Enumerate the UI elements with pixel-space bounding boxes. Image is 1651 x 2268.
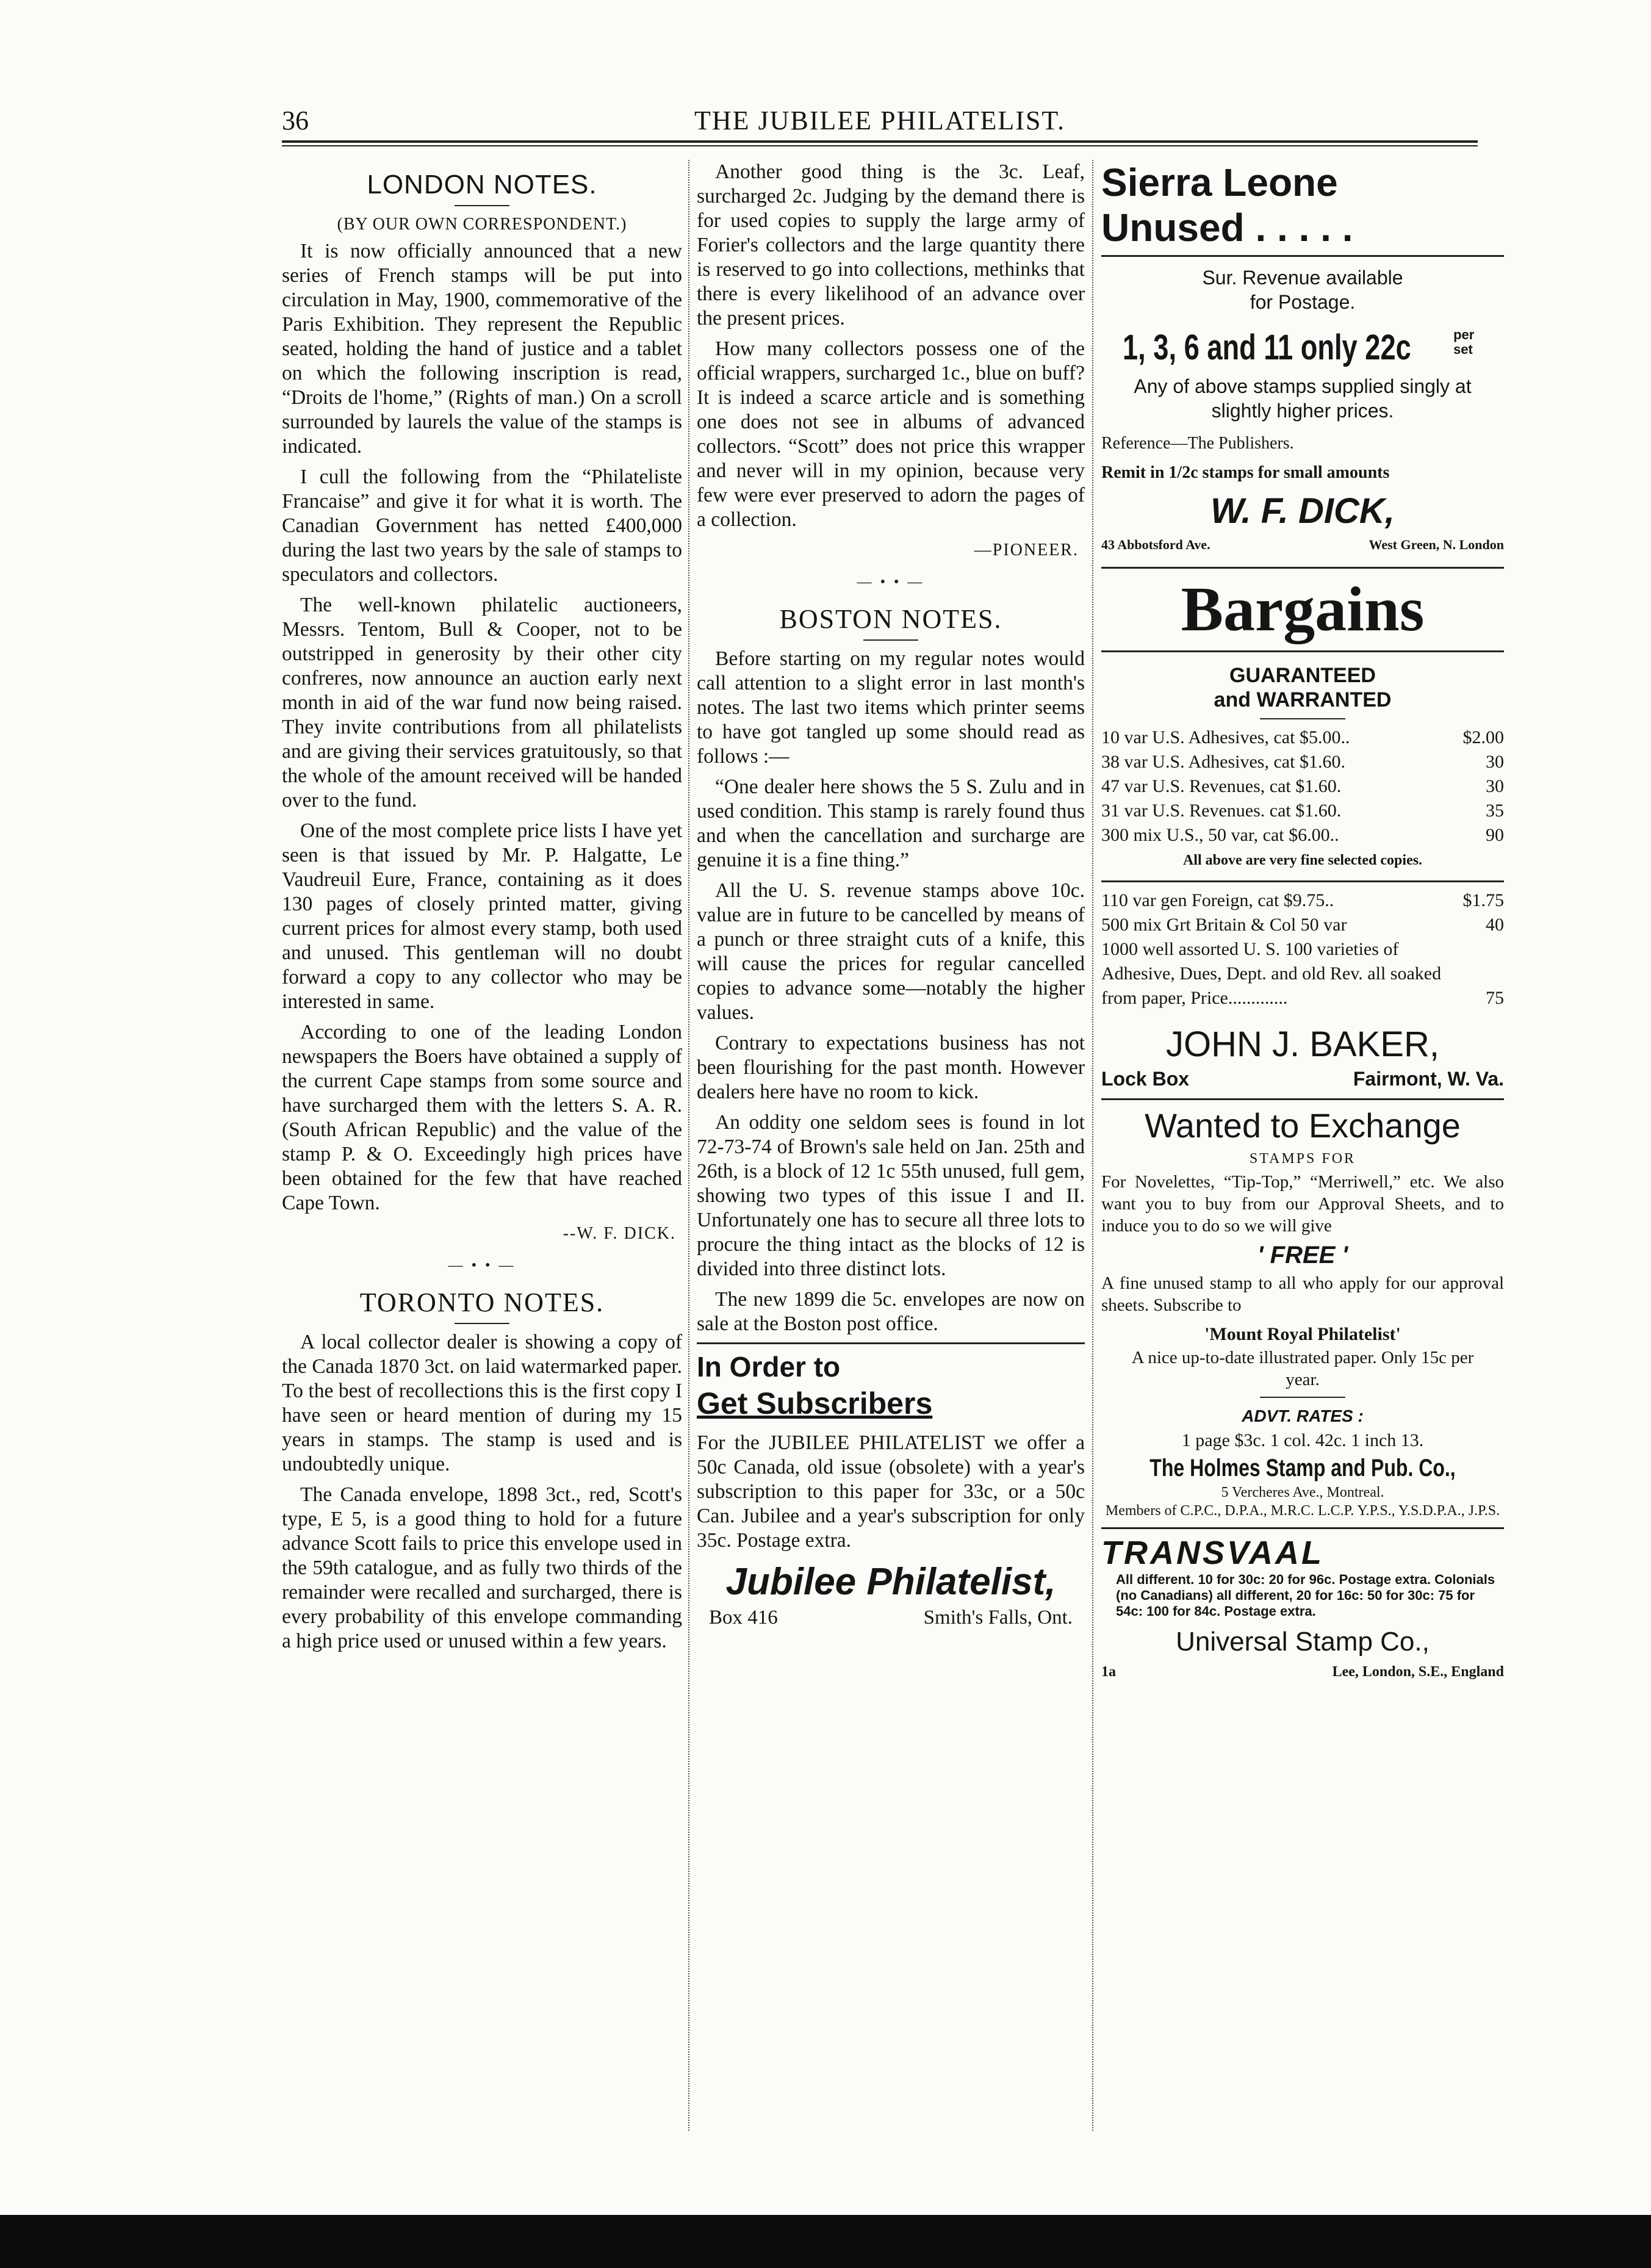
address-right: West Green, N. London xyxy=(1369,537,1504,552)
ad-town: Smith's Falls, Ont. xyxy=(923,1607,1073,1629)
pioneer-signature: —PIONEER. xyxy=(974,541,1079,560)
masthead-rule xyxy=(282,140,1478,143)
ad-members: Members of C.P.C., D.P.A., M.R.C. L.C.P. Y.P.S., Y.S.D.P.A., J.P.S. xyxy=(1105,1503,1500,1519)
ad-box: Lock Box xyxy=(1101,1068,1190,1090)
ad-subtitle: and WARRANTED xyxy=(1214,688,1392,711)
masthead-rule-thin xyxy=(282,145,1478,146)
ad-title: Bargains xyxy=(1181,574,1425,644)
ad-title: Unused . . . . . xyxy=(1101,206,1353,250)
item-desc: 300 mix U.S., 50 var, cat $6.00.. xyxy=(1101,825,1339,845)
column-1 xyxy=(282,160,682,1660)
item-desc: 110 var gen Foreign, cat $9.75.. xyxy=(1101,890,1334,910)
price-row xyxy=(1101,888,1504,913)
london-paragraph: It is now officially announced that a new series of French stamps will be put into circulation in May, 1900, commemorative of the Paris Exhibition. They represent the Republic seated, holding the hand of justice and a tablet on which the following inscription is read, “Droits de l'home,” (Rights of man.) On a scroll surrounded by laurels the value of the stamps is indicated. xyxy=(282,240,682,458)
heading-rule xyxy=(863,639,918,641)
item-desc: 500 mix Grt Britain & Col 50 var xyxy=(1101,915,1347,935)
section-ornament: — • • — xyxy=(448,1258,516,1273)
address-left: 1a xyxy=(1101,1664,1116,1680)
column-divider xyxy=(1092,160,1093,2131)
ad-address xyxy=(697,1605,1085,1630)
exchange-advertisement xyxy=(1101,1105,1504,1520)
ad-title: Sierra Leone xyxy=(1101,160,1338,204)
ad-rule xyxy=(1101,567,1504,569)
item-price: $2.00 xyxy=(1462,727,1504,747)
price-text: 1, 3, 6 and 11 only 22c xyxy=(1122,328,1411,367)
ad-address xyxy=(1101,1067,1504,1091)
ad-free: ' FREE ' xyxy=(1257,1242,1348,1269)
ad-dealer: W. F. DICK, xyxy=(1210,491,1395,531)
ad-rates-title: ADVT. RATES : xyxy=(1242,1406,1364,1425)
price-row xyxy=(1101,937,1504,1010)
column-3 xyxy=(1101,160,1504,1684)
price-row xyxy=(1101,725,1504,750)
london-notes-heading: LONDON NOTES. xyxy=(367,170,597,200)
london-signature: --W. F. DICK. xyxy=(563,1224,676,1243)
ad-rule xyxy=(1101,650,1504,652)
toronto-notes-heading: TORONTO NOTES. xyxy=(359,1287,605,1317)
price-note: All above are very fine selected copies. xyxy=(1182,852,1423,868)
price-row xyxy=(1101,823,1504,848)
boston-notes-heading: BOSTON NOTES. xyxy=(779,604,1002,634)
ad-subtitle: for Postage. xyxy=(1250,291,1356,313)
item-desc: 31 var U.S. Revenues. cat $1.60. xyxy=(1101,801,1342,821)
price-row xyxy=(1101,750,1504,774)
ad-body: For Novelettes, “Tip-Top,” “Merriwell,” etc. We also want you to buy from our Approval Sheets, and to induce you to do so we will give xyxy=(1101,1172,1504,1236)
toronto-paragraph: A local collector dealer is showing a copy of the Canada 1870 3ct. on laid watermarked paper. To the best of recollections this is the first copy I have seen or heard mention of during my 15 years in stamps. The stamp is used and is undoubtedly unique. xyxy=(282,1331,682,1475)
ad-company: Universal Stamp Co., xyxy=(1176,1627,1430,1657)
price-line xyxy=(1101,328,1504,368)
byline: (BY OUR OWN CORRESPONDENT.) xyxy=(337,215,627,234)
per-set-text: per set xyxy=(1453,327,1475,357)
ad-heading-line2: Get Subscribers xyxy=(697,1386,933,1420)
item-price: 30 xyxy=(1486,752,1504,772)
london-paragraph: The well-known philatelic auctioneers, Messrs. Tentom, Bull & Cooper, not to be outstripped in generosity by their other city confreres, now announce an auction early next month in aid of the war fund now being raised. They invite contributions from all philatelists and are giving their services gratuitously, so that the whole of the amount received will be handed over to the fund. xyxy=(282,594,682,812)
ad-body: A nice up-to-date illustrated paper. Only 15c per year. xyxy=(1131,1348,1474,1389)
ad-rule xyxy=(1101,255,1504,257)
ad-address: 5 Vercheres Ave., Montreal. xyxy=(1221,1485,1384,1500)
ad-address xyxy=(1101,533,1504,557)
item-desc: 38 var U.S. Adhesives, cat $1.60. xyxy=(1101,752,1345,772)
price-list-2 xyxy=(1101,888,1504,1010)
address-left: 43 Abbotsford Ave. xyxy=(1101,537,1210,552)
ad-reference: Reference—The Publishers. xyxy=(1101,434,1294,453)
item-price: 35 xyxy=(1486,801,1504,821)
notes-paragraph: How many collectors possess one of the official wrappers, surcharged 1c., blue on buff? It is indeed a scarce article and is something one does not see in albums of advanced collectors. “Scott” does not price this wrapper and never will in my opinion, because very few were ever preserved to adorn the pages of a collection. xyxy=(697,337,1085,531)
page-number: 36 xyxy=(282,106,309,135)
ad-body: A fine unused stamp to all who apply for our approval sheets. Subscribe to xyxy=(1101,1273,1504,1315)
ad-rule xyxy=(1260,718,1345,719)
ad-heading-line1: In Order to xyxy=(697,1351,841,1383)
ad-body: For the JUBILEE PHILATELIST we offer a 50c Canada, old issue (obsolete) with a year's subscription to this paper for 33c, or a 50c Can. Jubilee and a year's subscription for only 35c. Postage extra. xyxy=(697,1431,1085,1552)
section-ornament: — • • — xyxy=(857,574,925,590)
ad-subtitle: GUARANTEED xyxy=(1229,664,1376,687)
boston-paragraph: An oddity one seldom sees is found in lot 72-73-74 of Brown's sale held on Jan. 25th and 26th, is a block of 12 1c 55th unused, full gem, showing two types of this issue I and II. Unfortunately one has to secure all three lots to procure the thing intact as the blocks of 12 is divided into three distinct lots. xyxy=(697,1111,1085,1280)
boston-paragraph: Before starting on my regular notes would call attention to a slight error in last month's notes. The last two items which printer seems to have got tangled up some should read as follows :— xyxy=(697,647,1085,768)
bargains-advertisement xyxy=(1101,574,1504,1091)
price-row xyxy=(1101,774,1504,799)
london-paragraph: According to one of the leading London newspapers the Boers have obtained a supply of the current Cape stamps from some source and have surcharged them with the letters S. A. R. (South African Republic) and the value of the stamp P. & O. Exceedingly high prices have been obtained for the few that have reached Cape Town. xyxy=(282,1021,682,1214)
ad-rule xyxy=(1101,880,1504,882)
price-list xyxy=(1101,725,1504,848)
boston-paragraph: “One dealer here shows the 5 S. Zulu and in used condition. This stamp is rarely found thus and when the cancellation and surcharge are genuine it is a fine thing.” xyxy=(697,776,1085,871)
transvaal-advertisement xyxy=(1101,1534,1504,1684)
price-row xyxy=(1101,913,1504,937)
notes-paragraph: Another good thing is the 3c. Leaf, surcharged 2c. Judging by the demand there is for used copies to supply the large army of Forier's collectors and the large quantity there is reserved to go into collections, methinks that there is every likelihood of an advance over the present prices. xyxy=(697,160,1085,329)
ad-body: Any of above stamps supplied singly at slightly higher prices. xyxy=(1134,375,1472,422)
heading-rule xyxy=(455,205,509,206)
subscribers-advertisement xyxy=(697,1349,1085,1630)
publication-title: THE JUBILEE PHILATELIST. xyxy=(694,106,1066,135)
ad-rule xyxy=(697,1342,1085,1344)
ad-title: TRANSVAAL xyxy=(1101,1535,1324,1571)
item-price: 30 xyxy=(1486,776,1504,796)
ad-remit: Remit in 1/2c stamps for small amounts xyxy=(1101,463,1390,482)
london-paragraph: I cull the following from the “Philateliste Francaise” and give it for what it is worth. The Canadian Government has netted £400,000 during the last two years by the sale of stamps to speculators and collectors. xyxy=(282,466,682,586)
ad-rule xyxy=(1101,1098,1504,1100)
boston-paragraph: The new 1899 die 5c. envelopes are now on sale at the Boston post office. xyxy=(697,1288,1085,1335)
item-price: $1.75 xyxy=(1462,890,1504,910)
price-row xyxy=(1101,799,1504,823)
heading-rule xyxy=(455,1323,509,1324)
ad-body: All different. 10 for 30c: 20 for 96c. Postage extra. Colonials (no Canadians) all different, 20 for 16c: 50 for 30c: 75 for 54c: 100 for 84c. Postage extra. xyxy=(1116,1572,1495,1619)
ad-dealer: JOHN J. BAKER, xyxy=(1166,1024,1439,1064)
column-2 xyxy=(697,160,1085,1630)
boston-paragraph: Contrary to expectations business has not been flourishing for the past month. However dealers here have no room to kick. xyxy=(697,1032,1085,1103)
item-desc: 10 var U.S. Adhesives, cat $5.00.. xyxy=(1101,727,1350,747)
ad-title: Wanted to Exchange xyxy=(1145,1106,1461,1145)
ad-subtitle: Sur. Revenue available xyxy=(1202,267,1403,289)
address-right: Lee, London, S.E., England xyxy=(1332,1664,1504,1680)
ad-address xyxy=(1101,1660,1504,1684)
ad-subtitle: STAMPS FOR xyxy=(1249,1151,1356,1167)
item-price: 40 xyxy=(1486,915,1504,935)
masthead xyxy=(282,103,1478,148)
boston-paragraph: All the U. S. revenue stamps above 10c. value are in future to be cancelled by means of a punch or three straight cuts of a knife, this will cause the prices for regular cancelled copies to advance some—notably the higher values. xyxy=(697,879,1085,1024)
scan-edge-bar xyxy=(0,2215,1651,2268)
item-desc: 47 var U.S. Revenues, cat $1.60. xyxy=(1101,776,1342,796)
sierra-leone-advertisement xyxy=(1101,160,1504,557)
ad-rule xyxy=(1101,1527,1504,1529)
item-price: 75 xyxy=(1486,988,1504,1008)
item-desc: 1000 well assorted U. S. 100 varieties of Adhesive, Dues, Dept. and old Rev. all soaked from paper, Price............. xyxy=(1101,939,1442,1008)
column-divider xyxy=(688,160,689,2131)
ad-rates: 1 page $3c. 1 col. 42c. 1 inch 13. xyxy=(1181,1430,1424,1450)
london-paragraph: One of the most complete price lists I have yet seen is that issued by Mr. P. Halgatte, Le Vaudreuil Eure, France, containing as it does 130 pages of closely printed matter, giving current prices for almost every stamp, both used and unused. This gentleman will no doubt forward a copy to any collector who may be interested in same. xyxy=(282,819,682,1013)
item-price: 90 xyxy=(1486,825,1504,845)
ad-box: Box 416 xyxy=(709,1607,778,1629)
ad-brand: Jubilee Philatelist, xyxy=(725,1561,1056,1603)
toronto-paragraph: The Canada envelope, 1898 3ct., red, Scott's type, E 5, is a good thing to hold for a future advance Scott fails to price this envelope used in the 59th catalogue, and as fully two thirds of the remainder were recalled and surcharged, there is every probability of this envelope commanding a high price used or unused within a few years. xyxy=(282,1483,682,1652)
ad-company: The Holmes Stamp and Pub. Co., xyxy=(1149,1455,1456,1481)
ad-town: Fairmont, W. Va. xyxy=(1353,1068,1504,1090)
ad-rule xyxy=(1260,1397,1345,1398)
ad-magazine: 'Mount Royal Philatelist' xyxy=(1204,1324,1401,1344)
